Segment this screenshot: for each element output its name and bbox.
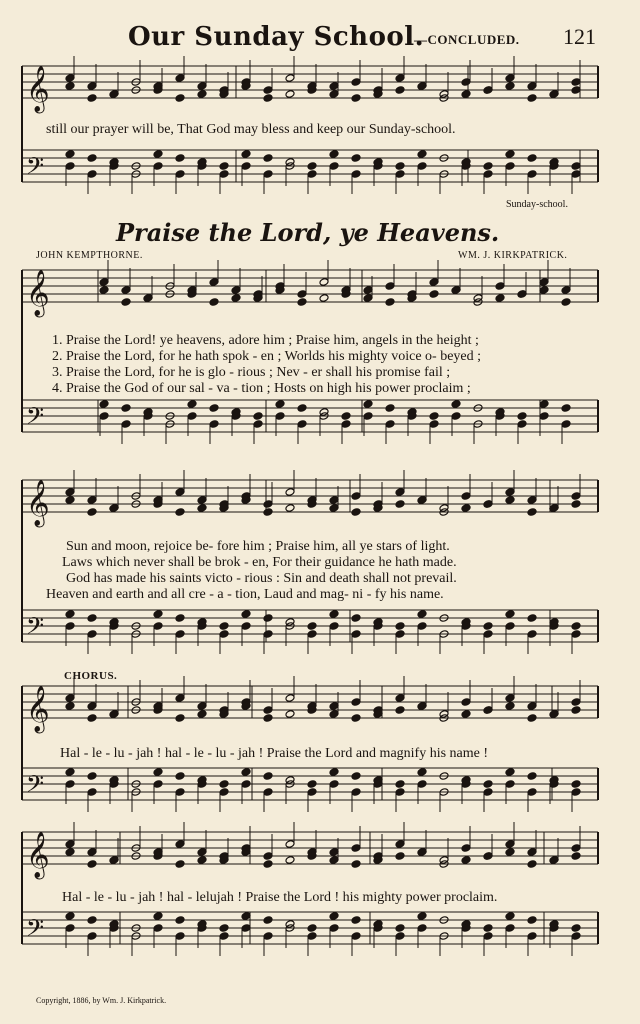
song-title: Praise the Lord, ye Heavens. [116, 218, 500, 247]
verse-line-3a: 3. Praise the Lord, for he is glo - rious ; Nev - er shall his promise fail ; [52, 365, 451, 380]
verse-line-2b: Laws which never shall be brok - en, For their guidance he hath made. [62, 555, 457, 570]
svg-text:𝄞: 𝄞 [26, 480, 50, 526]
verse-line-4b: Heaven and earth and all cre - a - tion, Laud and mag- ni - fy his name. [46, 587, 444, 602]
svg-text:𝄞: 𝄞 [26, 686, 50, 732]
verse-line-3b: God has made his saints victo - rious : Sin and death shall not prevail. [66, 571, 457, 586]
svg-text:𝄞: 𝄞 [26, 832, 50, 878]
top-lyric-end: Sunday-school. [506, 199, 568, 210]
verse-line-1b: Sun and moon, rejoice be- fore him ; Praise him, all ye stars of light. [66, 539, 450, 554]
top-lyric: still our prayer will be, That God may bless and keep our Sunday-school. [46, 122, 456, 137]
svg-text:𝄞: 𝄞 [26, 66, 50, 112]
music-credit: WM. J. KIRKPATRICK. [458, 250, 568, 261]
words-credit: JOHN KEMPTHORNE. [36, 250, 143, 261]
page-number: 121 [563, 24, 596, 49]
chorus-label: CHORUS. [64, 670, 118, 682]
copyright-notice: Copyright, 1886, by Wm. J. Kirkpatrick. [36, 996, 167, 1005]
page-header-title: Our Sunday School. [128, 22, 425, 52]
verse-line-1a: 1. Praise the Lord! ye heavens, adore him ; Praise him, angels in the height ; [52, 333, 479, 348]
chorus-line-1: Hal - le - lu - jah ! hal - le - lu - jah ! Praise the Lord and magnify his name ! [60, 746, 489, 761]
page-header-subtitle: —CONCLUDED. [414, 32, 520, 47]
svg-text:𝄞: 𝄞 [26, 270, 50, 316]
svg-text:𝄢: 𝄢 [26, 612, 45, 645]
verse-line-4a: 4. Praise the God of our sal - va - tion ; Hosts on high his power proclaim ; [52, 381, 471, 396]
svg-text:𝄢: 𝄢 [26, 770, 45, 803]
svg-text:𝄢: 𝄢 [26, 152, 45, 185]
verse-line-2a: 2. Praise the Lord, for he hath spok - en ; Worlds his mighty voice o- beyed ; [52, 349, 482, 364]
svg-text:𝄢: 𝄢 [26, 914, 45, 947]
svg-text:𝄢: 𝄢 [26, 402, 45, 435]
chorus-line-2: Hal - le - lu - jah ! hal - lelujah ! Praise the Lord ! his mighty power proclaim. [62, 890, 498, 905]
